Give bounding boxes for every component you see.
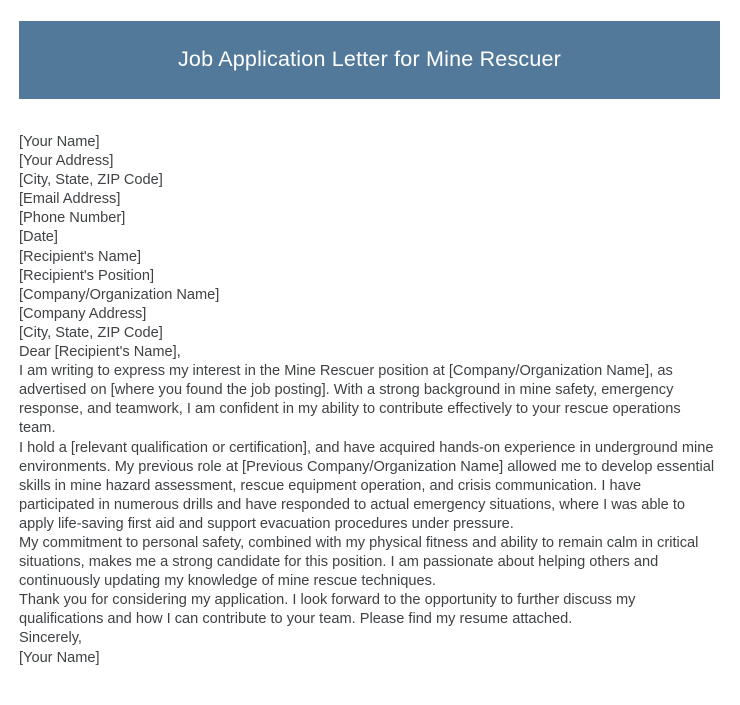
recipient-position: [Recipient's Position] [19,267,155,284]
recipient-name: [Recipient's Name] [19,248,142,265]
closing-salutation: Sincerely, [19,630,82,647]
salutation: Dear [Recipient's Name], [19,344,181,361]
recipient-company: [Company/Organization Name] [19,286,220,303]
sender-address: [Your Address] [19,153,114,170]
body-paragraph-3: My commitment to personal safety, combined with my physical fitness and ability to remain calm in critical situations, makes me a strong candidate for this position. I am passionate about helping others and continuously updating my knowledge of mine rescue techniques. [19,534,699,590]
body-paragraph-4: Thank you for considering my application. I look forward to the opportunity to further discuss my qualifications and how I can contribute to your team. Please find my resume attached. [19,592,636,628]
signature-name: [Your Name] [19,649,100,666]
sender-phone: [Phone Number] [19,210,126,227]
recipient-address: [Company Address] [19,305,147,322]
letter-date: [Date] [19,229,58,246]
sender-name: [Your Name] [19,134,100,150]
sender-email: [Email Address] [19,191,121,208]
recipient-city-state-zip: [City, State, ZIP Code] [19,324,163,341]
sender-city-state-zip: [City, State, ZIP Code] [19,172,163,189]
document-header-banner [19,21,720,99]
page-title: Job Application Letter for Mine Rescuer [177,47,562,72]
letter-body [19,133,720,668]
body-paragraph-1: I am writing to express my interest in the Mine Rescuer position at [Company/Organization Name], as advertised on [where you found the job posting]. With a strong background in mine safety, emergency response, and teamwork, I am confident in my ability to contribute effectively to your rescue operations team. [19,363,681,437]
body-paragraph-2: I hold a [relevant qualification or certification], and have acquired hands-on experience in underground mine environments. My previous role at [Previous Company/Organization Name] allowed me to develop essential skills in mine hazard assessment, rescue equipment operation, and crisis communication. I have participated in numerous drills and have responded to actual emergency situations, where I was able to apply life-saving first aid and support evacuation procedures under pressure. [19,439,715,532]
